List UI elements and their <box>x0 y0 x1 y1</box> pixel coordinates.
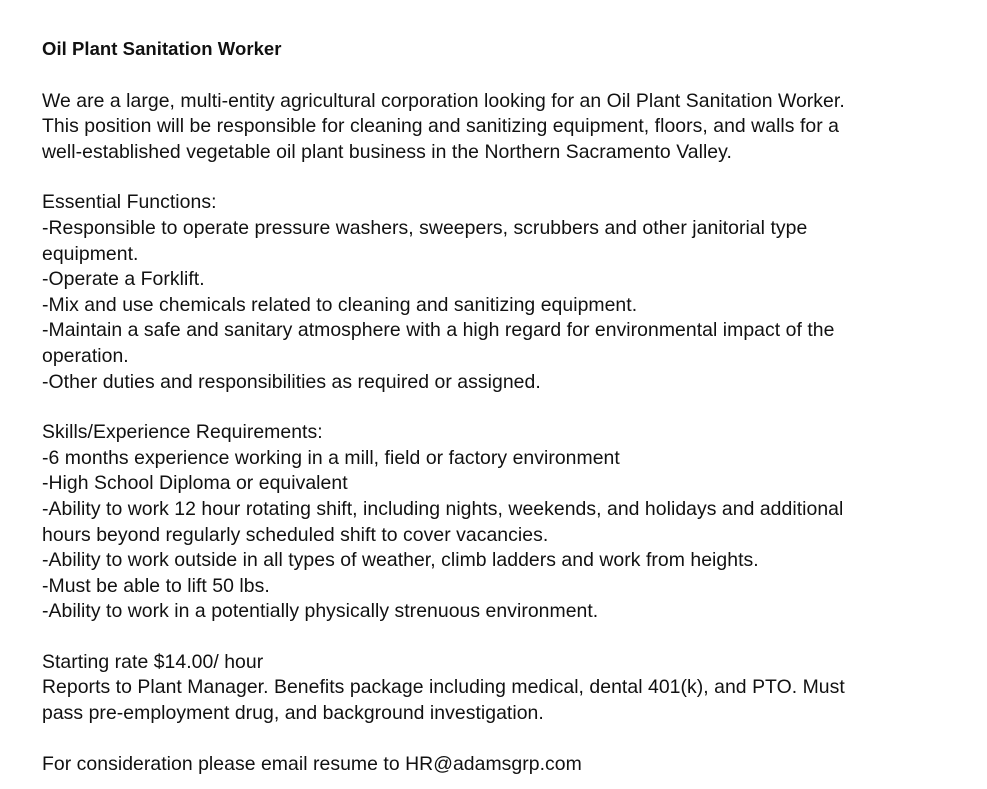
starting-rate: Starting rate $14.00/ hour <box>42 650 264 673</box>
list-item: -Must be able to lift 50 lbs. <box>42 574 270 597</box>
list-item: operation. <box>42 344 129 367</box>
list-item: hours beyond regularly scheduled shift to cover vacancies. <box>42 523 549 546</box>
compensation-detail: pass pre-employment drug, and background investigation. <box>42 702 544 725</box>
list-item: -Maintain a safe and sanitary atmosphere with a high regard for environmental impact of the <box>42 319 835 342</box>
requirements-heading: Skills/Experience Requirements: <box>42 421 323 444</box>
requirements-section <box>42 420 952 625</box>
page-title: Oil Plant Sanitation Worker <box>42 38 282 59</box>
essential-functions-heading: Essential Functions: <box>42 191 217 214</box>
contact-line <box>42 752 952 778</box>
list-item: -High School Diploma or equivalent <box>42 472 348 495</box>
intro-line: This position will be responsible for cleaning and sanitizing equipment, floors, and walls for a <box>42 115 840 138</box>
compensation-detail: Reports to Plant Manager. Benefits package including medical, dental 401(k), and PTO. Must <box>42 676 845 699</box>
intro-paragraph <box>42 89 952 166</box>
list-item: -Responsible to operate pressure washers, sweepers, scrubbers and other janitorial type <box>42 216 808 239</box>
list-item: -Mix and use chemicals related to cleaning and sanitizing equipment. <box>42 293 638 316</box>
list-item: -Ability to work outside in all types of weather, climb ladders and work from heights. <box>42 549 759 572</box>
list-item: -Ability to work in a potentially physically strenuous environment. <box>42 600 599 623</box>
list-item: equipment. <box>42 242 139 265</box>
list-item: -Ability to work 12 hour rotating shift, including nights, weekends, and holidays and additional <box>42 497 844 520</box>
list-item: -Operate a Forklift. <box>42 268 205 291</box>
list-item: -6 months experience working in a mill, field or factory environment <box>42 446 620 469</box>
intro-line: We are a large, multi-entity agricultural corporation looking for an Oil Plant Sanitation Worker. <box>42 89 845 112</box>
requirements-list <box>42 446 952 625</box>
compensation-section <box>42 650 952 727</box>
contact-text: For consideration please email resume to HR@adamsgrp.com <box>42 752 582 775</box>
job-posting <box>42 36 952 777</box>
essential-functions-list <box>42 216 952 395</box>
essential-functions-section <box>42 190 952 395</box>
list-item: -Other duties and responsibilities as required or assigned. <box>42 370 541 393</box>
intro-line: well-established vegetable oil plant business in the Northern Sacramento Valley. <box>42 140 732 163</box>
